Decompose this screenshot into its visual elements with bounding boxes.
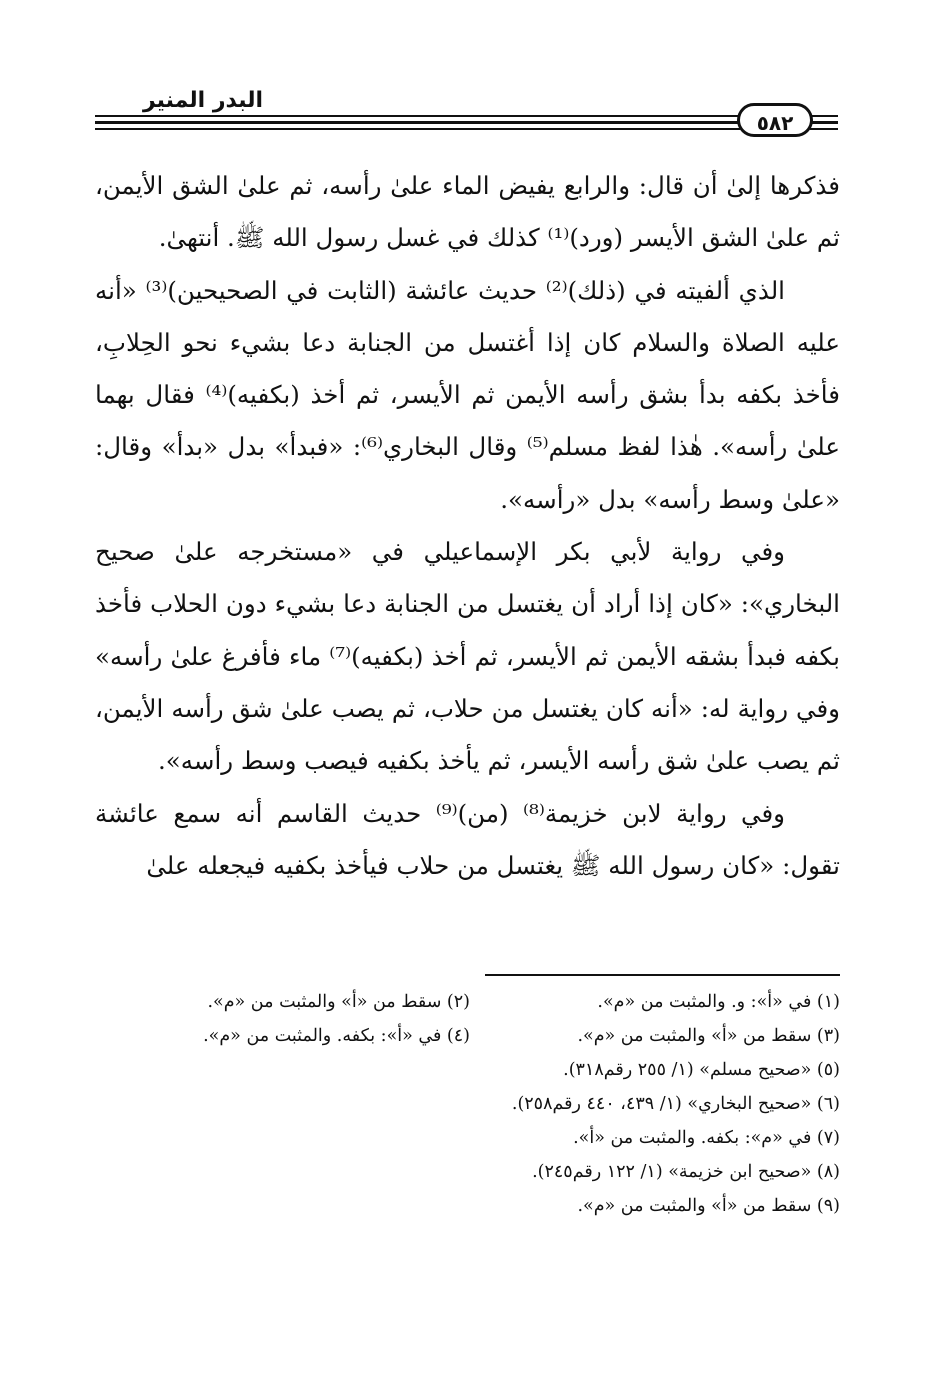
footnote-separator bbox=[485, 974, 840, 976]
paragraph-1: فذكرها إلىٰ أن قال: والرابع يفيض الماء علىٰ رأسه، ثم علىٰ الشق الأيمن، ثم علىٰ الشق الأيسر (ورد)⁽¹⁾ كذلك في غسل رسول الله ﷺ. أنتهىٰ. bbox=[95, 171, 840, 253]
footnote-5: (٥) «صحيح مسلم» (١/ ٢٥٥ رقم٣١٨). bbox=[563, 1060, 840, 1080]
header-rule-bottom bbox=[95, 128, 740, 130]
header-rule-tail-middle bbox=[810, 121, 838, 124]
footnote-row bbox=[95, 985, 840, 1019]
main-text bbox=[95, 160, 840, 892]
paragraph-2: الذي ألفيته في (ذلك)⁽²⁾ حديث عائشة (الثابت في الصحيحين)⁽³⁾ «أنه عليه الصلاة والسلام كان إذا أغتسل من الجنابة دعا بشيء نحو الحِلابِ، فأخذ بكفه بدأ بشق رأسه الأيمن ثم الأيسر، ثم أخذ (بكفيه)⁽⁴⁾ فقال بهما علىٰ رأسه». هٰذا لفظ مسلم⁽⁵⁾ وقال البخاري⁽⁶⁾: «فبدأ» بدل «بدأ» وقال: «علىٰ وسط رأسه» بدل «رأسه». bbox=[95, 275, 841, 514]
header-rule-middle bbox=[95, 121, 740, 124]
page-number: ٥٨٢ bbox=[737, 103, 813, 137]
paragraph-3: وفي رواية لأبي بكر الإسماعيلي في «مستخرجه علىٰ صحيح البخاري»: «كان إذا أراد أن يغتسل من الجنابة دعا بشيء دون الحلاب فأخذ بكفه فبدأ بشقه الأيمن ثم الأيسر، ثم أخذ (بكفيه)⁽⁷⁾ ماء فأفرغ علىٰ رأسه» وفي رواية له: «أنه كان يغتسل من حلاب، ثم يصب علىٰ شق رأسه الأيمن، ثم يصب علىٰ شق رأسه الأيسر، ثم يأخذ بكفيه فيصب وسط رأسه». bbox=[95, 537, 840, 776]
running-title: البدر المنير bbox=[142, 88, 263, 113]
footnote-row bbox=[95, 1019, 840, 1053]
header-rule-top bbox=[95, 115, 740, 117]
footnotes bbox=[95, 985, 840, 1223]
footnote-4: (٤) في «أ»: بكفه. والمثبت من «م». bbox=[203, 1026, 470, 1046]
footnote-9: (٩) سقط من «أ» والمثبت من «م». bbox=[577, 1196, 840, 1216]
header-rule-tail-bottom bbox=[810, 128, 838, 130]
header-rule-tail-top bbox=[810, 115, 838, 117]
footnote-2: (٢) سقط من «أ» والمثبت من «م». bbox=[207, 992, 470, 1012]
paragraph-4: وفي رواية لابن خزيمة⁽⁸⁾ (من)⁽⁹⁾ حديث القاسم أنه سمع عائشة تقول: «كان رسول الله ﷺ يغتسل من حلاب فيأخذ بكفيه فيجعله علىٰ bbox=[95, 798, 840, 880]
footnote-3: (٣) سقط من «أ» والمثبت من «م». bbox=[577, 1026, 840, 1046]
footnote-6: (٦) «صحيح البخاري» (١/ ٤٣٩، ٤٤٠ رقم٢٥٨). bbox=[511, 1094, 840, 1114]
footnote-1: (١) في «أ»: و. والمثبت من «م». bbox=[597, 992, 840, 1012]
footnote-7: (٧) في «م»: بكفه. والمثبت من «أ». bbox=[573, 1128, 840, 1148]
footnote-8: (٨) «صحيح ابن خزيمة» (١/ ١٢٢ رقم٢٤٥). bbox=[532, 1162, 840, 1182]
